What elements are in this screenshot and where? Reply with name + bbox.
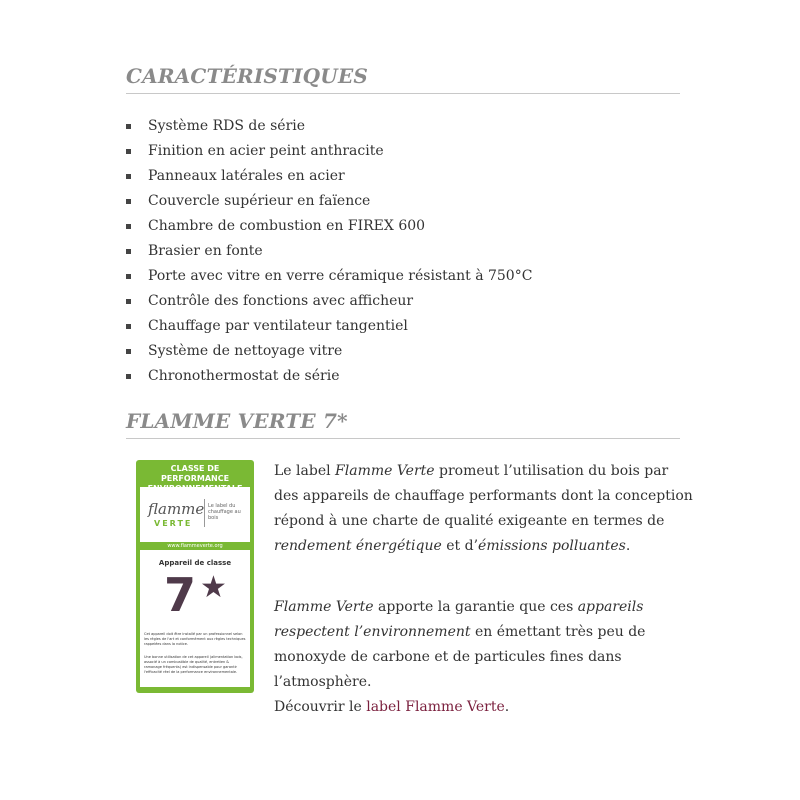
bullet-icon	[126, 274, 131, 279]
list-item-text: Finition en acier peint anthracite	[148, 143, 384, 159]
list-item-text: Contrôle des fonctions avec afficheur	[148, 293, 414, 309]
list-item-text: Couvercle supérieur en faïence	[148, 193, 371, 209]
label-fineprint-1: Cet appareil doit être installé par un professionnel selon les règles de l'art et conformément aux règles techniques rappelées dans la notice.	[144, 632, 246, 646]
text: promeut l’utilisation du bois par des appareils de chauffage performants dont la conception répond à une charte de qualité exigeante en termes de	[274, 463, 693, 529]
list-item-text: Porte avec vitre en verre céramique résistant à 750°C	[148, 268, 533, 284]
emphasis-text: Flamme Verte	[274, 599, 374, 615]
text: Le label	[274, 463, 336, 479]
list-item	[126, 164, 532, 189]
bullet-icon	[126, 249, 131, 254]
bullet-icon	[126, 374, 131, 379]
text: .	[504, 699, 510, 715]
description-paragraph-2	[274, 595, 694, 695]
logo-word-flamme: flamme	[148, 500, 205, 518]
list-item	[126, 264, 532, 289]
star-icon: ★	[200, 570, 227, 605]
list-item	[126, 364, 532, 389]
list-item	[126, 239, 532, 264]
list-item	[126, 114, 532, 139]
class-value: 7	[164, 568, 197, 622]
logo-tagline: Le label du chauffage au bois	[208, 503, 241, 521]
emphasis-text: Flamme Verte	[335, 463, 435, 479]
list-item	[126, 189, 532, 214]
list-item	[126, 339, 532, 364]
list-item	[126, 139, 532, 164]
label-url-bar	[140, 542, 250, 550]
emphasis-text: rendement énergétique	[274, 538, 442, 554]
description-paragraph-1	[274, 459, 694, 559]
emphasis-text: émissions polluantes	[478, 538, 626, 554]
text: apporte la garantie que ces	[373, 599, 578, 615]
text: et d’	[441, 538, 479, 554]
class-label: Appareil de classe	[158, 559, 232, 567]
logo-word-verte: VERTE	[154, 519, 193, 528]
text: Découvrir le	[274, 699, 367, 715]
flamme-verte-link[interactable]: label Flamme Verte	[366, 699, 505, 715]
discover-line	[274, 695, 694, 720]
characteristics-divider	[126, 93, 680, 94]
flamme-verte-heading: FLAMME VERTE 7*	[126, 409, 348, 433]
list-item	[126, 289, 532, 314]
bullet-icon	[126, 124, 131, 129]
list-item	[126, 314, 532, 339]
flamme-verte-logo	[140, 487, 250, 539]
list-item-text: Panneaux latérales en acier	[148, 168, 345, 184]
list-item-text: Chambre de combustion en FIREX 600	[148, 218, 426, 234]
label-header-line1: CLASSE DE PERFORMANCE	[160, 464, 230, 483]
paragraph-spacer	[274, 559, 694, 595]
label-url: www.flammeverte.org	[167, 543, 223, 549]
characteristics-heading: CARACTÉRISTIQUES	[126, 64, 369, 88]
list-item-text: Système RDS de série	[148, 118, 306, 134]
logo-separator	[204, 499, 205, 527]
label-body	[140, 487, 250, 687]
list-item-text: Chronothermostat de série	[148, 368, 340, 384]
bullet-icon	[126, 299, 131, 304]
text: .	[625, 538, 631, 554]
list-item-text: Brasier en fonte	[148, 243, 263, 259]
flamme-verte-label-image	[136, 460, 254, 693]
flamme-verte-divider	[126, 438, 680, 439]
bullet-icon	[126, 224, 131, 229]
bullet-icon	[126, 199, 131, 204]
bullet-icon	[126, 149, 131, 154]
bullet-icon	[126, 174, 131, 179]
label-fineprint-2: Une bonne utilisation de cet appareil (alimentation bois, associé à un combustible de qualité, entretien & ramonage fréquents) est indispensable pour garantir l'efficacité réel de la performance environnementale.	[144, 655, 243, 674]
list-item-text: Système de nettoyage vitre	[148, 343, 343, 359]
list-item-text: Chauffage par ventilateur tangentiel	[148, 318, 408, 334]
list-item	[126, 214, 532, 239]
bullet-icon	[126, 349, 131, 354]
bullet-icon	[126, 324, 131, 329]
characteristics-list	[126, 114, 532, 389]
emphasis-text: appareils respectent l’environnement	[274, 599, 644, 640]
text: en émettant très peu de monoxyde de carbone et de particules fines dans l’atmosphère.	[274, 624, 646, 690]
flamme-verte-description	[274, 459, 694, 720]
